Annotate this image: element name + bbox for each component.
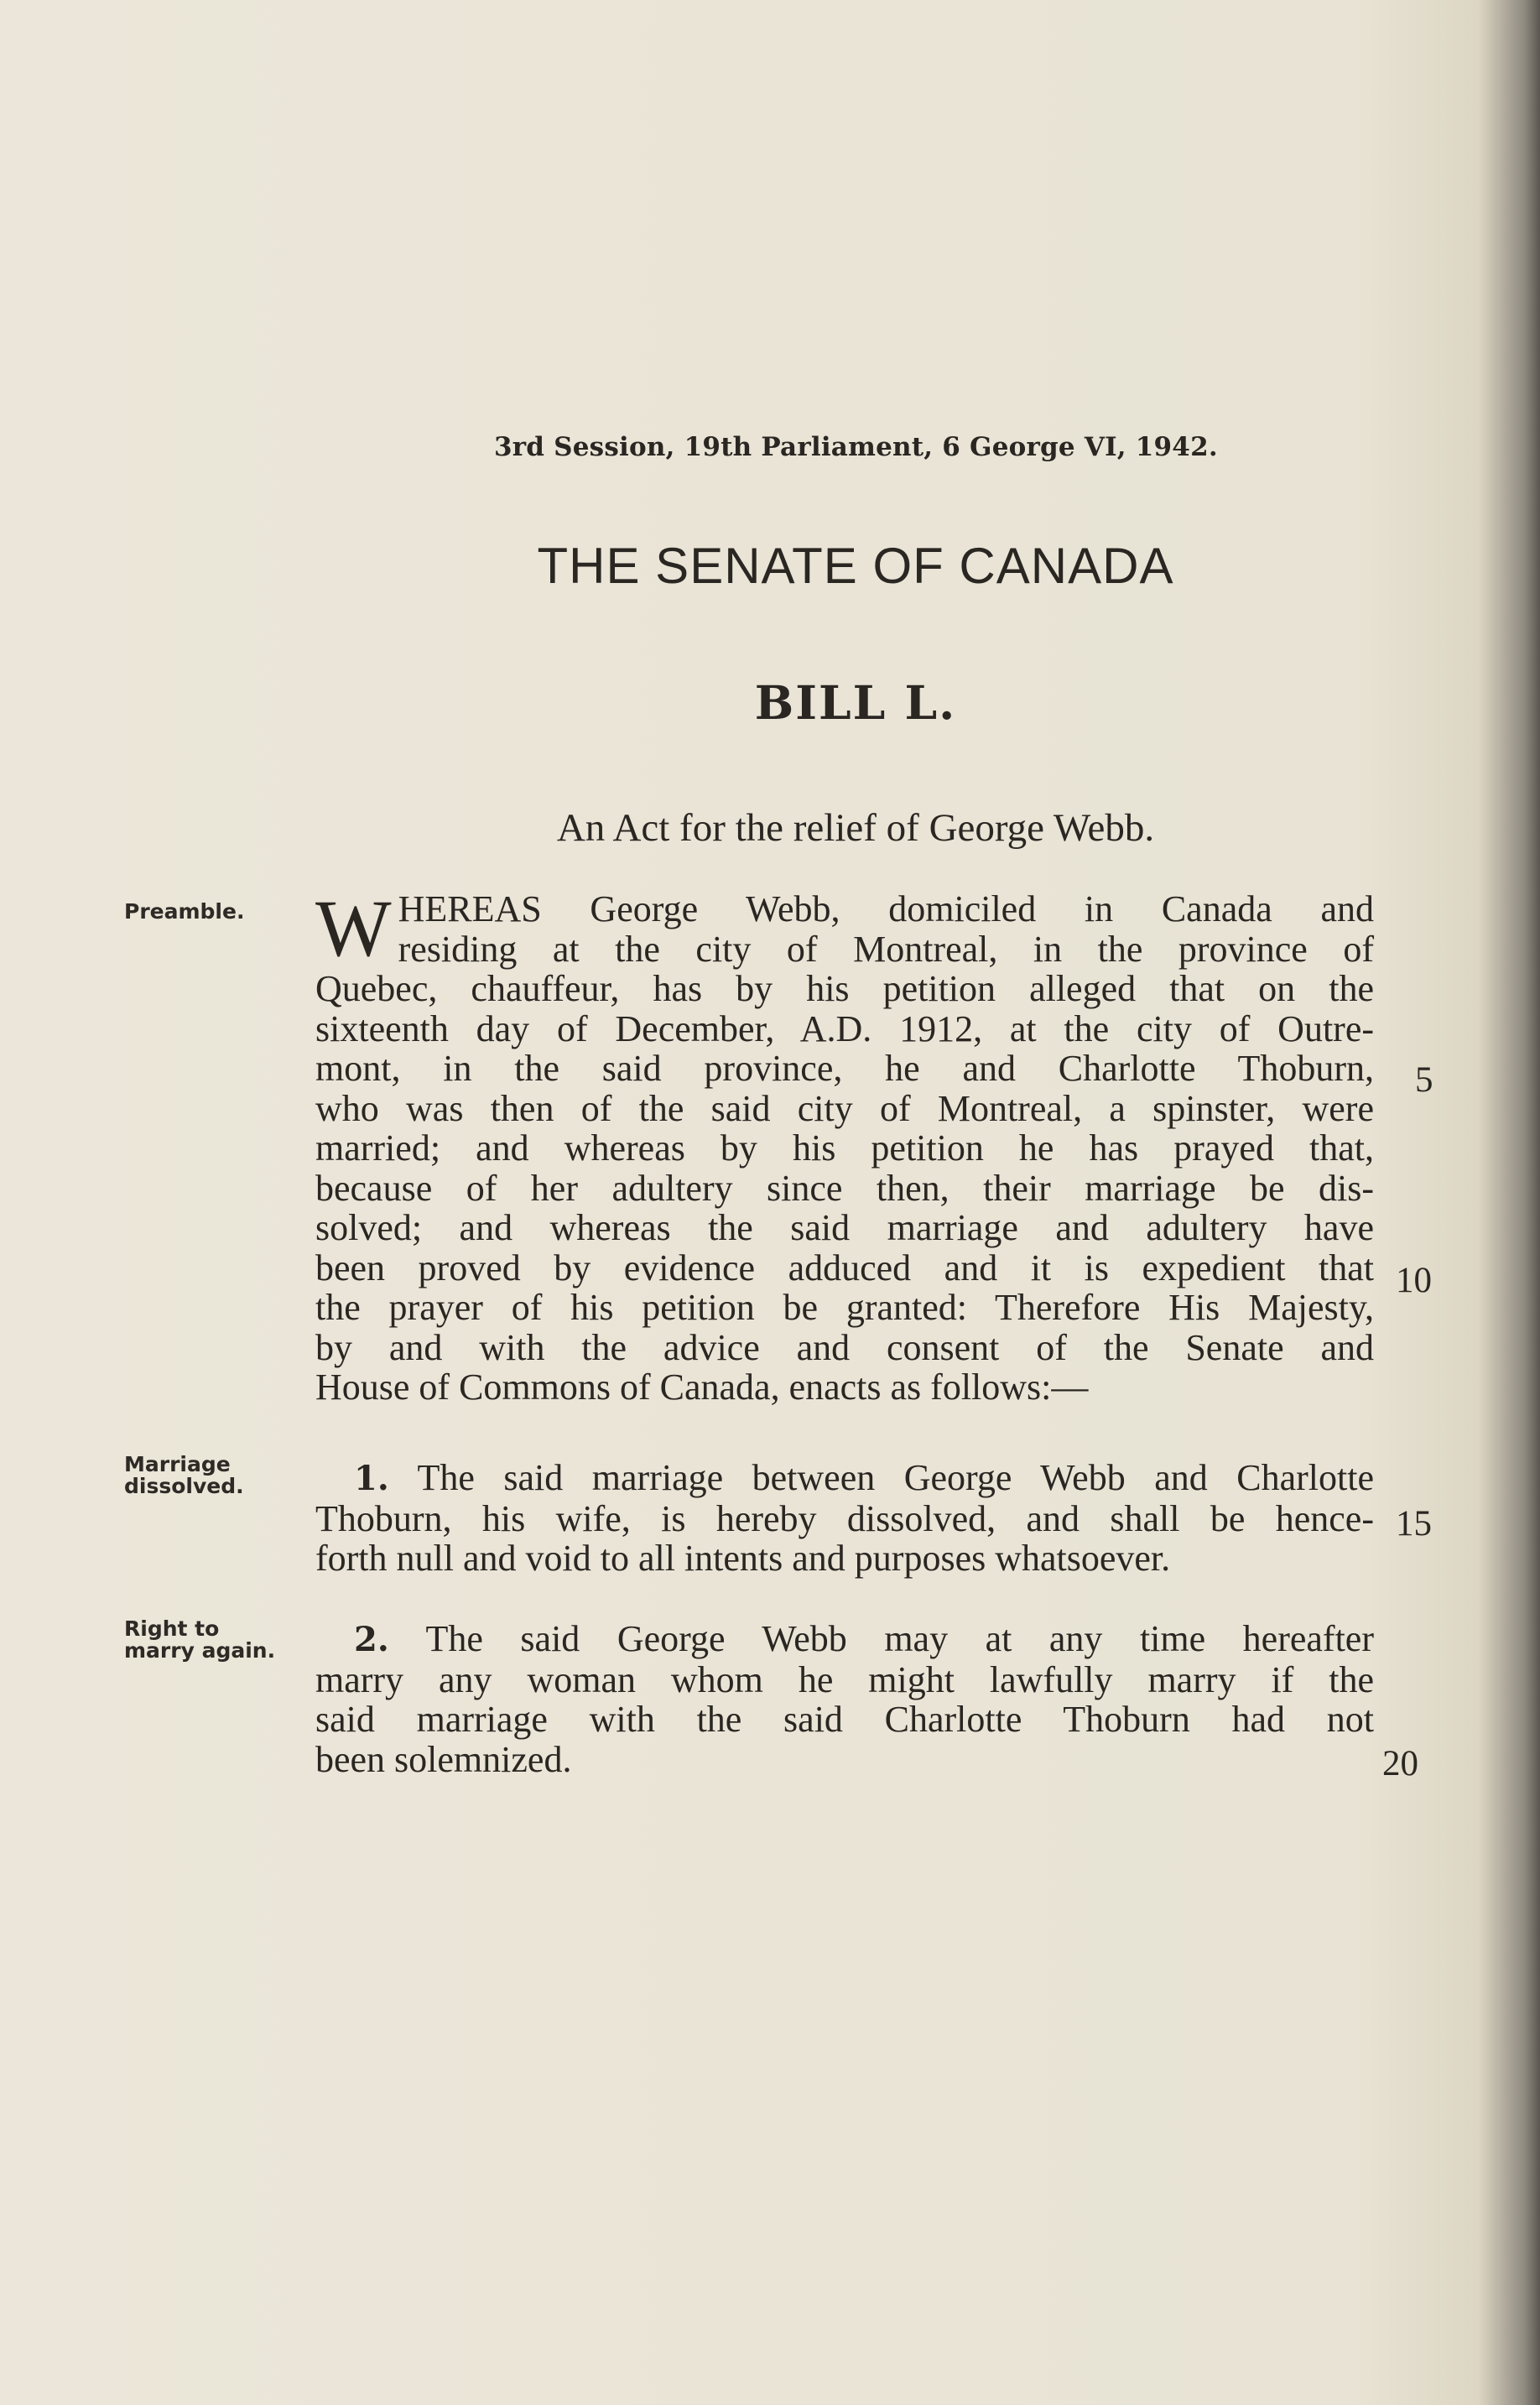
preamble-line: House of Commons of Canada, enacts as follows:—: [315, 1366, 1089, 1408]
preamble-line: who was then of the said city of Montreal, a spinster, were: [315, 1087, 1374, 1129]
margin-note-line: marry again.: [124, 1638, 276, 1663]
preamble-line: because of her adultery since then, their marriage be dis-: [315, 1167, 1374, 1209]
preamble-line: residing at the city of Montreal, in the province of: [398, 928, 1374, 970]
section-line: [315, 1619, 1374, 1660]
margin-note-line: Right to: [124, 1616, 220, 1641]
section-1-paragraph: [315, 1458, 1374, 1579]
margin-note-right-to-marry: [124, 1618, 275, 1662]
preamble-line: the prayer of his petition be granted: Therefore His Majesty,: [315, 1287, 1374, 1328]
line-number: 10: [1396, 1261, 1432, 1300]
act-title: An Act for the relief of George Webb.: [556, 806, 1155, 850]
margin-note-line: Marriage: [124, 1452, 231, 1476]
preamble-line: HEREAS George Webb, domiciled in Canada and: [398, 888, 1374, 929]
house-title: THE SENATE OF CANADA: [537, 538, 1174, 594]
preamble-line: solved; and whereas the said marriage and adultery have: [315, 1207, 1374, 1248]
dropcap-letter: W: [315, 883, 392, 973]
section-text: The said George Webb may at any time hereafter: [425, 1618, 1374, 1659]
preamble-line: married; and whereas by his petition he has prayed that,: [315, 1127, 1374, 1169]
line-number: 5: [1415, 1060, 1433, 1100]
section-2-paragraph: [315, 1619, 1374, 1779]
section-text: The said marriage between George Webb and Charlotte: [417, 1457, 1374, 1498]
section-number: 2.: [354, 1620, 389, 1659]
preamble-line: by and with the advice and consent of the Senate and: [315, 1326, 1374, 1368]
bleed-through-text: [470, 243, 1392, 272]
preamble-paragraph: [315, 883, 1374, 1408]
session-line: 3rd Session, 19th Parliament, 6 George VI, 1942.: [494, 432, 1218, 462]
margin-note-line: dissolved.: [124, 1474, 244, 1498]
line-number: 20: [1382, 1744, 1418, 1783]
section-line: been solemnized.: [315, 1738, 572, 1780]
preamble-line: sixteenth day of December, A.D. 1912, at the city of Outre-: [315, 1007, 1374, 1049]
preamble-line: mont, in the said province, he and Charlotte Thoburn,: [315, 1048, 1374, 1089]
line-number: 15: [1396, 1504, 1432, 1543]
margin-note-marriage-dissolved: [124, 1454, 244, 1497]
section-line: forth null and void to all intents and purposes whatsoever.: [315, 1538, 1171, 1579]
section-line: said marriage with the said Charlotte Thoburn had not: [315, 1699, 1374, 1740]
preamble-line: Quebec, chauffeur, has by his petition alleged that on the: [315, 968, 1374, 1009]
section-number: 1.: [354, 1459, 389, 1498]
section-line: marry any woman whom he might lawfully marry if the: [315, 1658, 1374, 1700]
margin-note-preamble: Preamble.: [124, 899, 245, 924]
bill-title: BILL L.: [754, 675, 957, 730]
section-line: Thoburn, his wife, is hereby dissolved, and shall be hence-: [315, 1497, 1374, 1539]
section-line: [315, 1458, 1374, 1499]
preamble-line: been proved by evidence adduced and it is expedient that: [315, 1247, 1374, 1288]
